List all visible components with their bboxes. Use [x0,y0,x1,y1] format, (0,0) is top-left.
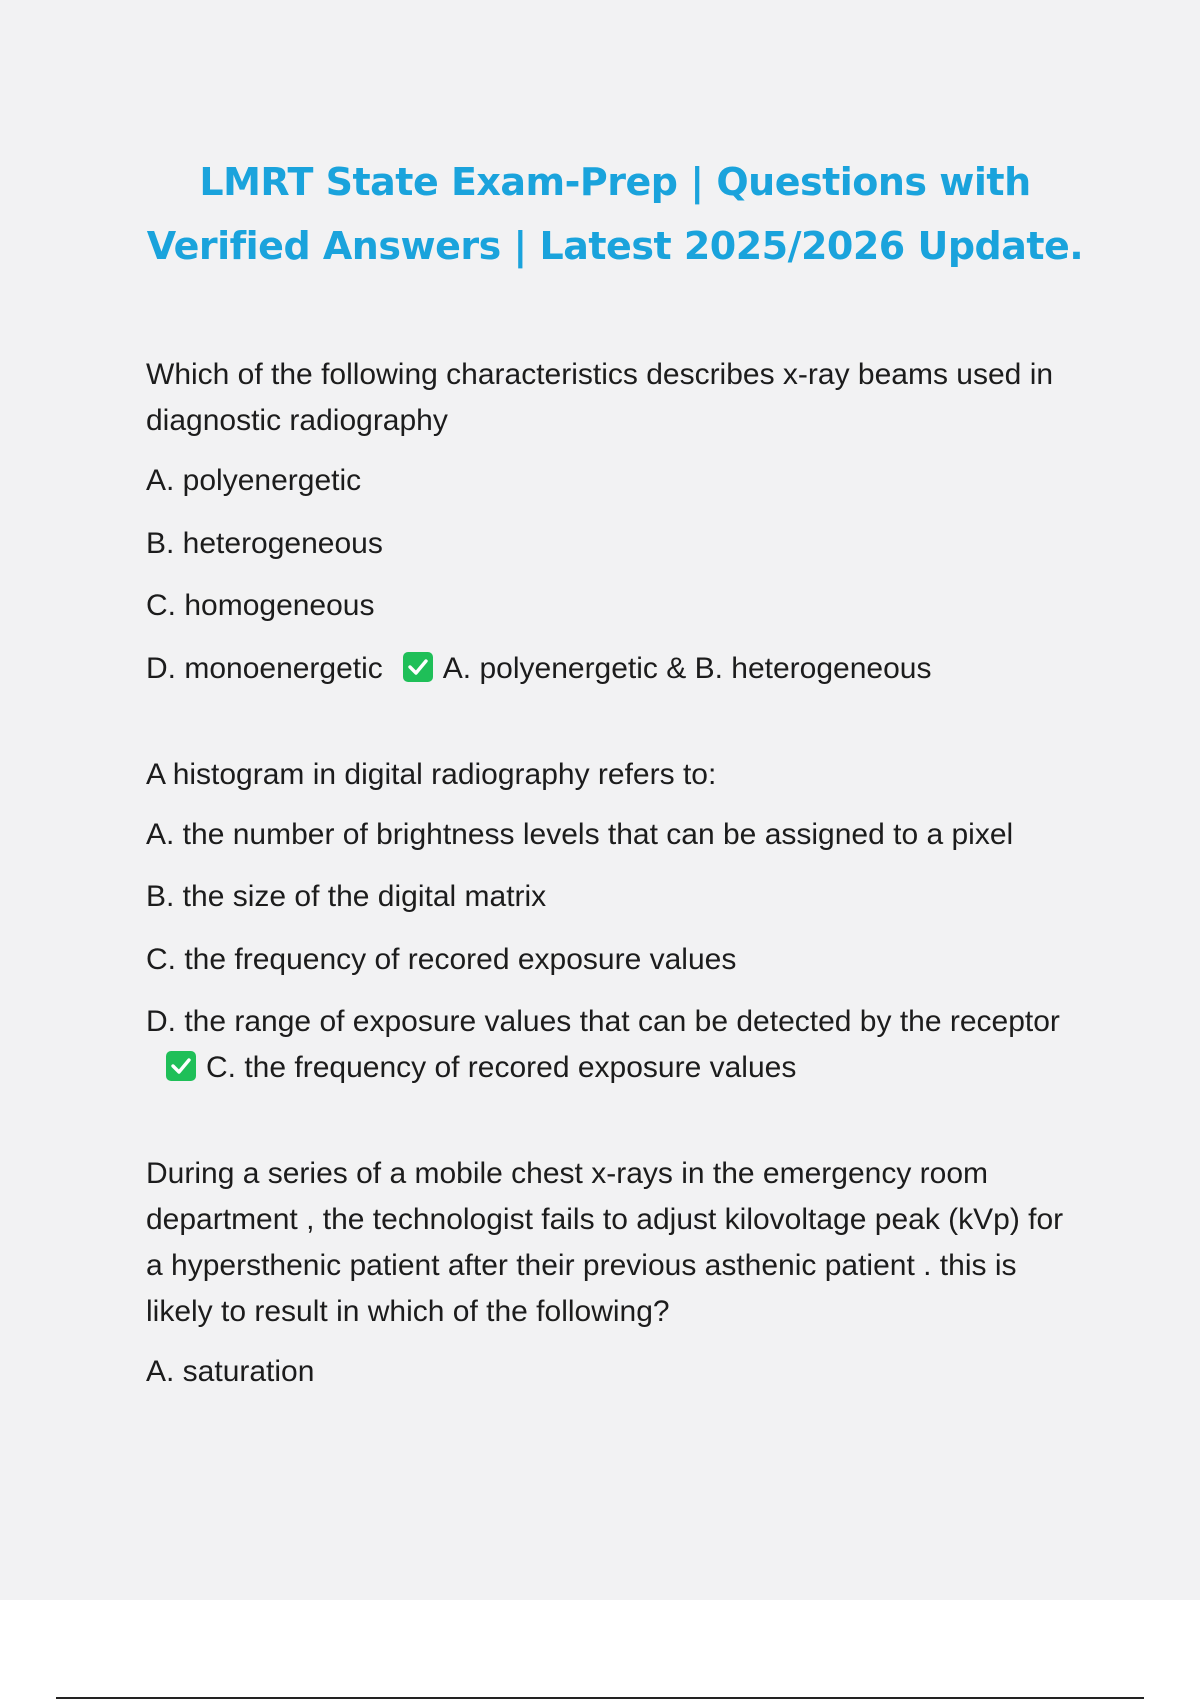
option-d: D. monoenergetic [146,651,383,685]
option-b: B. heterogeneous [146,526,383,560]
title-line-1: LMRT State Exam-Prep | Questions with [199,160,1031,204]
check-mark-button-icon [403,652,433,682]
question-2 [146,752,1086,1092]
option-a: A. saturation [146,1355,315,1388]
option-a: A. the number of brightness levels that can be assigned to a pixel [146,817,1014,851]
question-1 [146,352,1086,692]
question-list [146,352,1086,1455]
question-prompt: During a series of a mobile chest x-rays in the emergency room department , the technologist fails to adjust kilovoltage peak (kVp) for a hypersthenic patient after their previous asthenic patient . this is likely to result in which of the following? [146,1157,1064,1328]
document-title [60,150,1170,278]
option-a: A. polyenergetic [146,464,362,497]
option-d-with-answer [146,646,1086,692]
option-b: B. the size of the digital matrix [146,880,547,913]
correct-answer: C. the frequency of recored exposure values [206,1051,797,1084]
correct-answer: A. polyenergetic & B. heterogeneous [442,651,932,685]
option-c: C. the frequency of recored exposure values [146,942,737,976]
question-prompt: Which of the following characteristics describes x-ray beams used in diagnostic radiography [146,358,1054,437]
footer-divider [56,1697,1144,1699]
question-3 [146,1151,1086,1395]
option-c: C. homogeneous [146,589,375,622]
option-d: D. the range of exposure values that can be detected by the receptor [146,1005,1060,1038]
check-mark-button-icon [166,1051,196,1081]
title-line-2: Verified Answers | Latest 2025/2026 Update. [146,224,1084,268]
option-d-with-answer [146,999,1086,1091]
question-prompt: A histogram in digital radiography refers to: [146,757,717,791]
